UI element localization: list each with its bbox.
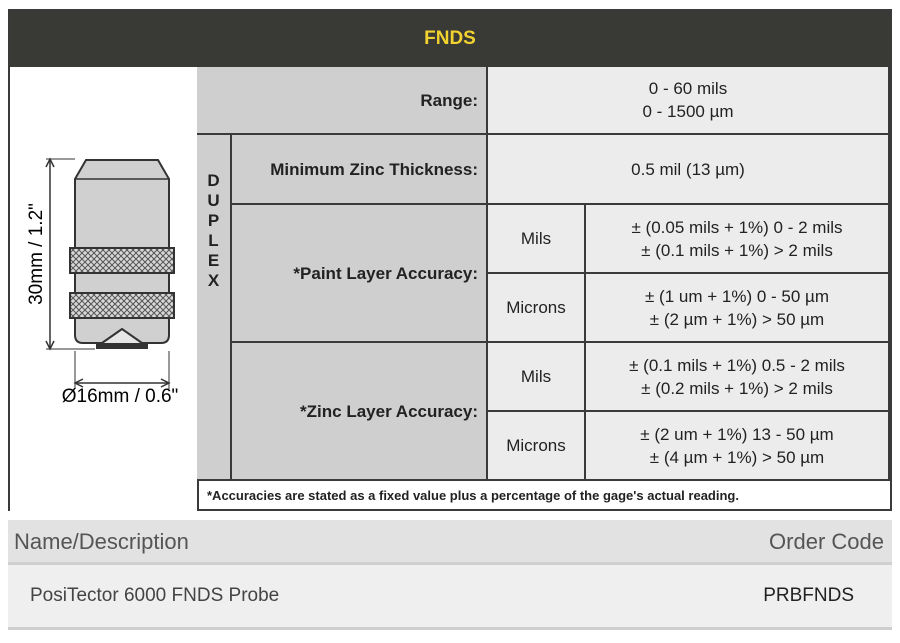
spec-title: FNDS [10, 11, 890, 67]
order-table-header [8, 520, 892, 565]
paint-microns-unit: Microns [488, 274, 586, 343]
duplex-letter: E [207, 251, 220, 270]
min-zinc-label: Minimum Zinc Thickness: [232, 135, 488, 205]
accuracy-footnote: *Accuracies are stated as a fixed value plus a percentage of the gage's actual reading. [199, 481, 890, 509]
width-label: Ø16mm / 0.6" [61, 386, 179, 407]
order-table [8, 520, 892, 640]
zinc-mils-value [586, 343, 890, 412]
spec-table [8, 9, 892, 511]
zinc-accuracy-label: *Zinc Layer Accuracy: [232, 343, 488, 481]
range-line-2: 0 - 1500 µm [642, 102, 734, 121]
probe-diagram [10, 67, 199, 511]
probe-drawing [10, 67, 197, 511]
paint-mils-line-2: ± (0.1 mils + 1%) > 2 mils [641, 240, 833, 260]
zinc-microns-line-2: ± (4 µm + 1%) > 50 µm [649, 447, 825, 467]
range-line-1: 0 - 60 mils [648, 79, 728, 98]
duplex-letter: D [207, 171, 220, 190]
paint-microns-value [586, 274, 890, 343]
paint-microns-line-1: ± (1 um + 1%) 0 - 50 µm [645, 286, 829, 306]
order-code-column-header: Order Code [769, 529, 884, 554]
zinc-mils-line-1: ± (0.1 mils + 1%) 0.5 - 2 mils [629, 355, 845, 375]
paint-mils-line-1: ± (0.05 mils + 1%) 0 - 2 mils [631, 217, 843, 237]
name-column-header: Name/Description [14, 529, 189, 554]
zinc-microns-value [586, 412, 890, 481]
paint-mils-unit: Mils [488, 205, 586, 274]
zinc-microns-unit: Microns [488, 412, 586, 481]
product-name: PosiTector 6000 FNDS Probe [30, 585, 280, 606]
duplex-label [197, 135, 232, 481]
range-label: Range: [197, 67, 488, 135]
height-label: 30mm / 1.2" [26, 203, 47, 305]
zinc-microns-line-1: ± (2 um + 1%) 13 - 50 µm [640, 424, 834, 444]
order-code: PRBFNDS [763, 585, 854, 606]
duplex-letter: U [207, 191, 220, 210]
min-zinc-value: 0.5 mil (13 µm) [488, 135, 890, 205]
paint-mils-value [586, 205, 890, 274]
table-row [8, 565, 892, 630]
range-value [488, 67, 890, 135]
paint-accuracy-label: *Paint Layer Accuracy: [232, 205, 488, 343]
paint-microns-line-2: ± (2 µm + 1%) > 50 µm [649, 309, 825, 329]
zinc-mils-unit: Mils [488, 343, 586, 412]
zinc-mils-line-2: ± (0.2 mils + 1%) > 2 mils [641, 378, 833, 398]
duplex-letter: P [207, 211, 220, 230]
duplex-letter: X [207, 271, 220, 290]
duplex-letter: L [208, 231, 219, 250]
